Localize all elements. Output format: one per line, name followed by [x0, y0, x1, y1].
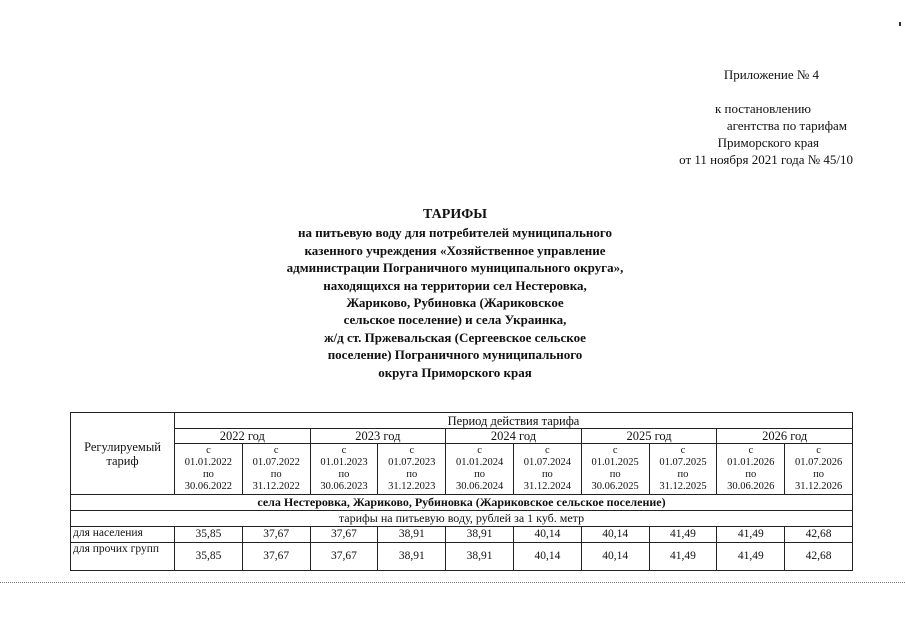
tariff-value: 42,68	[785, 543, 853, 571]
heading-line: находящихся на территории сел Нестеровка,	[323, 277, 587, 293]
period-cell: с 01.07.2022 по 31.12.2022	[242, 444, 310, 495]
tariff-value: 38,91	[378, 543, 446, 571]
row-label: для населения	[71, 527, 175, 543]
tariff-table	[70, 412, 853, 571]
heading-line: поселение) Пограничного муниципального	[327, 347, 583, 363]
tariff-value: 38,91	[446, 527, 514, 543]
year-header: 2023 год	[310, 429, 446, 444]
heading-line: ж/д ст. Пржевальская (Сергеевское сельское	[324, 329, 586, 345]
period-cell: с 01.01.2022 по 30.06.2022	[175, 444, 243, 495]
scan-speck	[899, 22, 901, 26]
tariff-value: 40,14	[581, 527, 649, 543]
tariff-value: 35,85	[175, 543, 243, 571]
heading-line: казенного учреждения «Хозяйственное управление	[304, 242, 606, 258]
year-header: 2025 год	[581, 429, 717, 444]
period-header: Период действия тарифа	[175, 413, 853, 429]
heading-line: на питьевую воду для потребителей муниципального	[297, 225, 613, 241]
tariff-value: 37,67	[310, 527, 378, 543]
tariff-value: 40,14	[513, 543, 581, 571]
tariff-value: 38,91	[446, 543, 514, 571]
tariff-value: 41,49	[649, 543, 717, 571]
heading-line: сельское поселение) и села Украинка,	[343, 312, 567, 328]
periods-row	[71, 444, 853, 495]
document-heading	[245, 206, 665, 381]
table-row	[71, 527, 853, 543]
period-cell: с 01.07.2023 по 31.12.2023	[378, 444, 446, 495]
years-row	[71, 429, 853, 444]
unit-title: тарифы на питьевую воду, рублей за 1 куб. метр	[71, 511, 853, 527]
appendix-line: к постановлению	[714, 101, 811, 116]
period-cell: с 01.01.2023 по 30.06.2023	[310, 444, 378, 495]
section-title: села Нестеровка, Жариково, Рубиновка (Жариковское сельское поселение)	[71, 495, 853, 511]
appendix-block	[593, 66, 853, 168]
appendix-line: агентства по тарифам	[726, 118, 847, 133]
tariff-value: 41,49	[649, 527, 717, 543]
tariff-value: 35,85	[175, 527, 243, 543]
page-cut-line	[0, 582, 905, 583]
year-header: 2022 год	[175, 429, 311, 444]
tariff-value: 40,14	[581, 543, 649, 571]
tariff-value: 42,68	[785, 527, 853, 543]
period-cell: с 01.01.2024 по 30.06.2024	[446, 444, 514, 495]
tariff-value: 37,67	[242, 527, 310, 543]
document-title: ТАРИФЫ	[423, 207, 487, 222]
period-cell: с 01.07.2025 по 31.12.2025	[649, 444, 717, 495]
period-cell: с 01.07.2024 по 31.12.2024	[513, 444, 581, 495]
tariff-value: 37,67	[242, 543, 310, 571]
heading-line: администрации Пограничного муниципального округа»,	[286, 260, 624, 276]
appendix-title: Приложение № 4	[723, 67, 819, 82]
row-label: для прочих групп	[71, 543, 175, 571]
table-row	[71, 543, 853, 571]
tariff-value: 37,67	[310, 543, 378, 571]
year-header: 2024 год	[446, 429, 582, 444]
appendix-line: от 11 ноября 2021 года № 45/10	[679, 152, 853, 167]
tariff-value: 38,91	[378, 527, 446, 543]
heading-line: Жариково, Рубиновка (Жариковское	[346, 295, 564, 311]
period-cell: с 01.01.2025 по 30.06.2025	[581, 444, 649, 495]
appendix-line: Приморского края	[717, 135, 819, 150]
period-cell: с 01.01.2026 по 30.06.2026	[717, 444, 785, 495]
regulated-tariff-header: Регулируемый тариф	[71, 413, 175, 495]
tariff-value: 41,49	[717, 543, 785, 571]
heading-line: округа Приморского края	[378, 364, 532, 380]
tariff-value: 40,14	[513, 527, 581, 543]
tariff-value: 41,49	[717, 527, 785, 543]
year-header: 2026 год	[717, 429, 853, 444]
period-cell: с 01.07.2026 по 31.12.2026	[785, 444, 853, 495]
